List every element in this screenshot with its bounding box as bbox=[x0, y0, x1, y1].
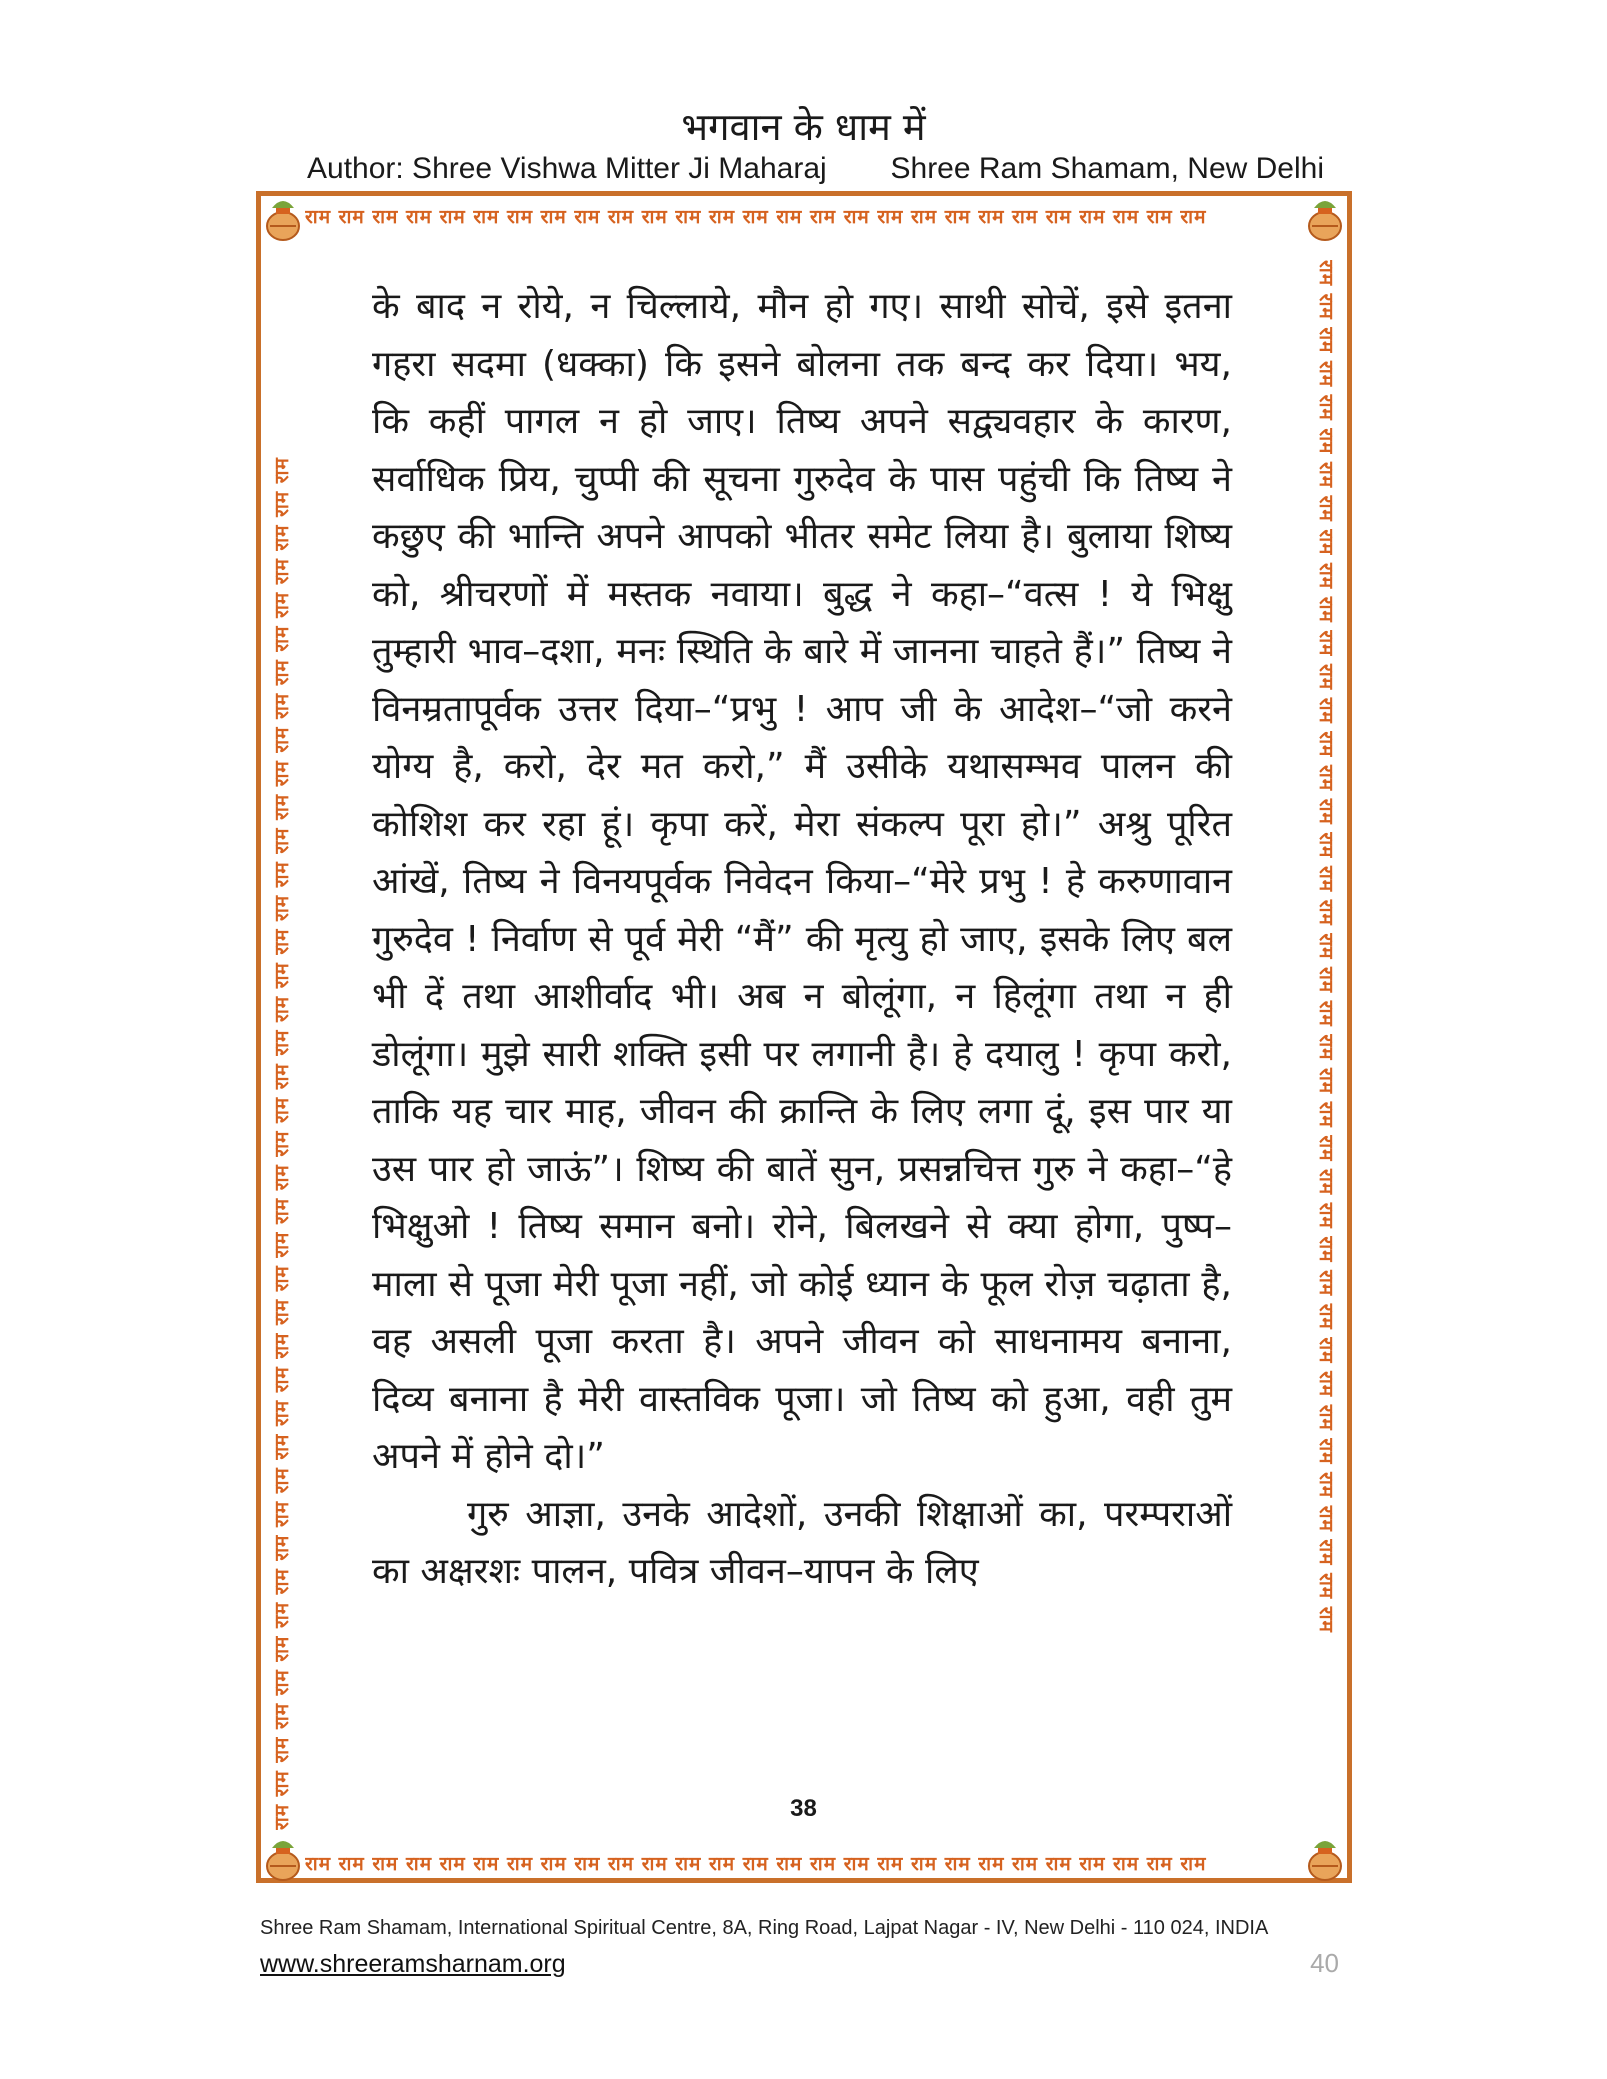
border-band-top: राम राम राम राम राम राम राम राम राम राम राम राम राम राम राम राम राम राम राम राम राम राम राम राम राम राम राम bbox=[305, 206, 1207, 228]
author-line: Author: Shree Vishwa Mitter Ji Maharaj bbox=[307, 152, 827, 185]
kalash-icon bbox=[1304, 196, 1346, 244]
paragraph: गुरु आज्ञा, उनके आदेशों, उनकी शिक्षाओं का, परम्पराओं का अक्षरशः पालन, पवित्र जीवन–यापन के लिए bbox=[372, 1493, 1232, 1592]
organization-line: Shree Ram Shamam, New Delhi bbox=[890, 152, 1324, 185]
kalash-icon bbox=[262, 196, 304, 244]
page-title: भगवान के धाम में bbox=[681, 105, 926, 149]
kalash-icon bbox=[1304, 1836, 1346, 1884]
body-text bbox=[372, 278, 1232, 1601]
book-page-number: 38 bbox=[790, 1795, 817, 1822]
border-band-right: राम राम राम राम राम राम राम राम राम राम राम राम राम राम राम राम राम राम राम राम राम राम राम राम राम राम राम राम राम राम राम राम राम राम राम राम राम राम राम राम राम bbox=[1315, 260, 1337, 1633]
kalash-icon bbox=[262, 1836, 304, 1884]
footer-address: Shree Ram Shamam, International Spiritual Centre, 8A, Ring Road, Lajpat Nagar - IV, New Delhi - 110 024, INDIA bbox=[260, 1917, 1269, 1939]
border-band-bottom: राम राम राम राम राम राम राम राम राम राम राम राम राम राम राम राम राम राम राम राम राम राम राम राम राम राम राम bbox=[305, 1853, 1207, 1875]
paragraph: के बाद न रोये, न चिल्लाये, मौन हो गए। साथी सोचें, इसे इतना गहरा सदमा (धक्का) कि इसने बोलना तक बन्द कर दिया। भय, कि कहीं पागल न हो जाए। तिष्य अपने सद्व्यवहार के कारण, सर्वाधिक प्रिय, चुप्पी की सूचना गुरुदेव के पास पहुंची कि तिष्य ने कछुए की भान्ति अपने आपको भीतर समेट लिया है। बुलाया शिष्य को, श्रीचरणों में मस्तक नवाया। बुद्ध ने कहा–“वत्स ! ये भिक्षु तुम्हारी भाव–दशा, मनः स्थिति के बारे में जानना चाहते हैं।” तिष्य ने विनम्रतापूर्वक उत्तर दिया–“प्रभु ! आप जी के आदेश–“जो करने योग्य है, करो, देर मत करो,” मैं उसीके यथासम्भव पालन की कोशिश कर रहा हूं। कृपा करें, मेरा संकल्प पूरा हो।” अश्रु पूरित आंखें, तिष्य ने विनयपूर्वक निवेदन किया–“मेरे प्रभु ! हे करुणावान गुरुदेव ! निर्वाण से पूर्व मेरी “मैं” की मृत्यु हो जाए, इसके लिए बल भी दें तथा आशीर्वाद भी। अब न बोलूंगा, न हिलूंगा तथा न ही डोलूंगा। मुझे सारी शक्ति इसी पर लगानी है। हे दयालु ! कृपा करो, ताकि यह चार माह, जीवन की क्रान्ति के लिए लगा दूं, इस पार या उस पार हो जाऊं”। शिष्य की बातें सुन, प्रसन्नचित्त गुरु ने कहा–“हे भिक्षुओ ! तिष्य समान बनो। रोने, बिलखने से क्या होगा, पुष्प–माला से पूजा मेरी पूजा नहीं, जो कोई ध्यान के फूल रोज़ चढ़ाता है, वह असली पूजा करता है। अपने जीवन को साधनामय बनाना, दिव्य बनाना है मेरी वास्तविक पूजा। जो तिष्य को हुआ, वही तुम अपने में होने दो।” bbox=[372, 286, 1232, 1477]
footer-website-link[interactable]: www.shreeramsharnam.org bbox=[260, 1950, 566, 1978]
pdf-page-number: 40 bbox=[1310, 1948, 1339, 1978]
border-band-left: राम राम राम राम राम राम राम राम राम राम राम राम राम राम राम राम राम राम राम राम राम राम राम राम राम राम राम राम राम राम राम राम राम राम राम राम राम राम राम राम राम bbox=[271, 457, 293, 1830]
